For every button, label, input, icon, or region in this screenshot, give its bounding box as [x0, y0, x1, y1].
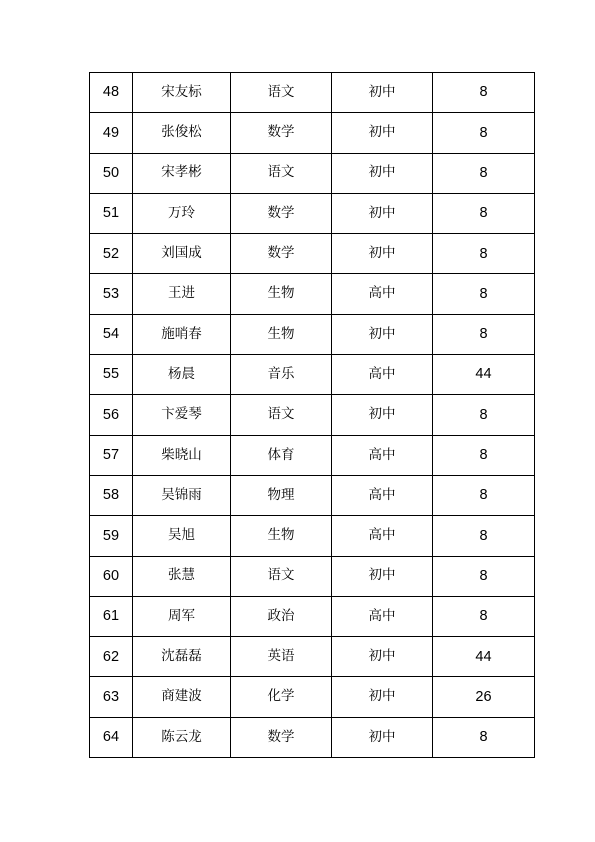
table-row — [90, 274, 535, 314]
row-number: 63 — [90, 677, 133, 717]
school-level: 初中 — [332, 556, 433, 596]
count-value: 8 — [433, 113, 535, 153]
teacher-name: 柴晓山 — [133, 435, 231, 475]
count-value: 8 — [433, 153, 535, 193]
row-number: 60 — [90, 556, 133, 596]
subject: 语文 — [231, 556, 332, 596]
school-level: 高中 — [332, 435, 433, 475]
school-level: 高中 — [332, 274, 433, 314]
teacher-name: 宋友标 — [133, 73, 231, 113]
row-number: 55 — [90, 355, 133, 395]
table-row — [90, 717, 535, 757]
count-value: 8 — [433, 717, 535, 757]
subject: 生物 — [231, 274, 332, 314]
subject: 数学 — [231, 234, 332, 274]
teacher-name: 王进 — [133, 274, 231, 314]
table-row — [90, 113, 535, 153]
teacher-name: 吴旭 — [133, 516, 231, 556]
row-number: 52 — [90, 234, 133, 274]
teacher-name: 宋孝彬 — [133, 153, 231, 193]
row-number: 54 — [90, 314, 133, 354]
teacher-name: 周军 — [133, 596, 231, 636]
count-value: 8 — [433, 193, 535, 233]
row-number: 62 — [90, 637, 133, 677]
teacher-name: 陈云龙 — [133, 717, 231, 757]
school-level: 初中 — [332, 73, 433, 113]
subject: 数学 — [231, 717, 332, 757]
teacher-name: 万玲 — [133, 193, 231, 233]
subject: 生物 — [231, 516, 332, 556]
row-number: 59 — [90, 516, 133, 556]
table-row — [90, 193, 535, 233]
school-level: 高中 — [332, 516, 433, 556]
teacher-name: 刘国成 — [133, 234, 231, 274]
row-number: 50 — [90, 153, 133, 193]
teacher-name: 沈磊磊 — [133, 637, 231, 677]
subject: 英语 — [231, 637, 332, 677]
school-level: 高中 — [332, 475, 433, 515]
table-row — [90, 395, 535, 435]
subject: 语文 — [231, 395, 332, 435]
count-value: 8 — [433, 234, 535, 274]
count-value: 44 — [433, 637, 535, 677]
table-row — [90, 314, 535, 354]
school-level: 初中 — [332, 395, 433, 435]
count-value: 44 — [433, 355, 535, 395]
row-number: 51 — [90, 193, 133, 233]
teacher-name: 张慧 — [133, 556, 231, 596]
subject: 物理 — [231, 475, 332, 515]
count-value: 26 — [433, 677, 535, 717]
count-value: 8 — [433, 435, 535, 475]
school-level: 初中 — [332, 314, 433, 354]
count-value: 8 — [433, 475, 535, 515]
count-value: 8 — [433, 395, 535, 435]
row-number: 64 — [90, 717, 133, 757]
subject: 音乐 — [231, 355, 332, 395]
subject: 体育 — [231, 435, 332, 475]
school-level: 高中 — [332, 355, 433, 395]
count-value: 8 — [433, 516, 535, 556]
teacher-name: 张俊松 — [133, 113, 231, 153]
count-value: 8 — [433, 274, 535, 314]
row-number: 58 — [90, 475, 133, 515]
subject: 数学 — [231, 193, 332, 233]
teacher-name: 吴锦雨 — [133, 475, 231, 515]
school-level: 高中 — [332, 596, 433, 636]
count-value: 8 — [433, 314, 535, 354]
teacher-name: 施哨春 — [133, 314, 231, 354]
roster-table — [89, 72, 535, 758]
school-level: 初中 — [332, 717, 433, 757]
table-row — [90, 677, 535, 717]
school-level: 初中 — [332, 677, 433, 717]
table-row — [90, 596, 535, 636]
subject: 生物 — [231, 314, 332, 354]
row-number: 61 — [90, 596, 133, 636]
count-value: 8 — [433, 73, 535, 113]
table-row — [90, 73, 535, 113]
row-number: 48 — [90, 73, 133, 113]
school-level: 初中 — [332, 113, 433, 153]
teacher-name: 卞爱琴 — [133, 395, 231, 435]
row-number: 49 — [90, 113, 133, 153]
row-number: 56 — [90, 395, 133, 435]
table-row — [90, 435, 535, 475]
subject: 语文 — [231, 153, 332, 193]
subject: 化学 — [231, 677, 332, 717]
subject: 语文 — [231, 73, 332, 113]
subject: 数学 — [231, 113, 332, 153]
school-level: 初中 — [332, 234, 433, 274]
table-row — [90, 637, 535, 677]
count-value: 8 — [433, 596, 535, 636]
table-row — [90, 516, 535, 556]
row-number: 53 — [90, 274, 133, 314]
subject: 政治 — [231, 596, 332, 636]
table-row — [90, 475, 535, 515]
table-row — [90, 355, 535, 395]
teacher-name: 商建波 — [133, 677, 231, 717]
table-row — [90, 556, 535, 596]
count-value: 8 — [433, 556, 535, 596]
table-row — [90, 153, 535, 193]
school-level: 初中 — [332, 193, 433, 233]
row-number: 57 — [90, 435, 133, 475]
table-row — [90, 234, 535, 274]
teacher-name: 杨晨 — [133, 355, 231, 395]
school-level: 初中 — [332, 153, 433, 193]
school-level: 初中 — [332, 637, 433, 677]
